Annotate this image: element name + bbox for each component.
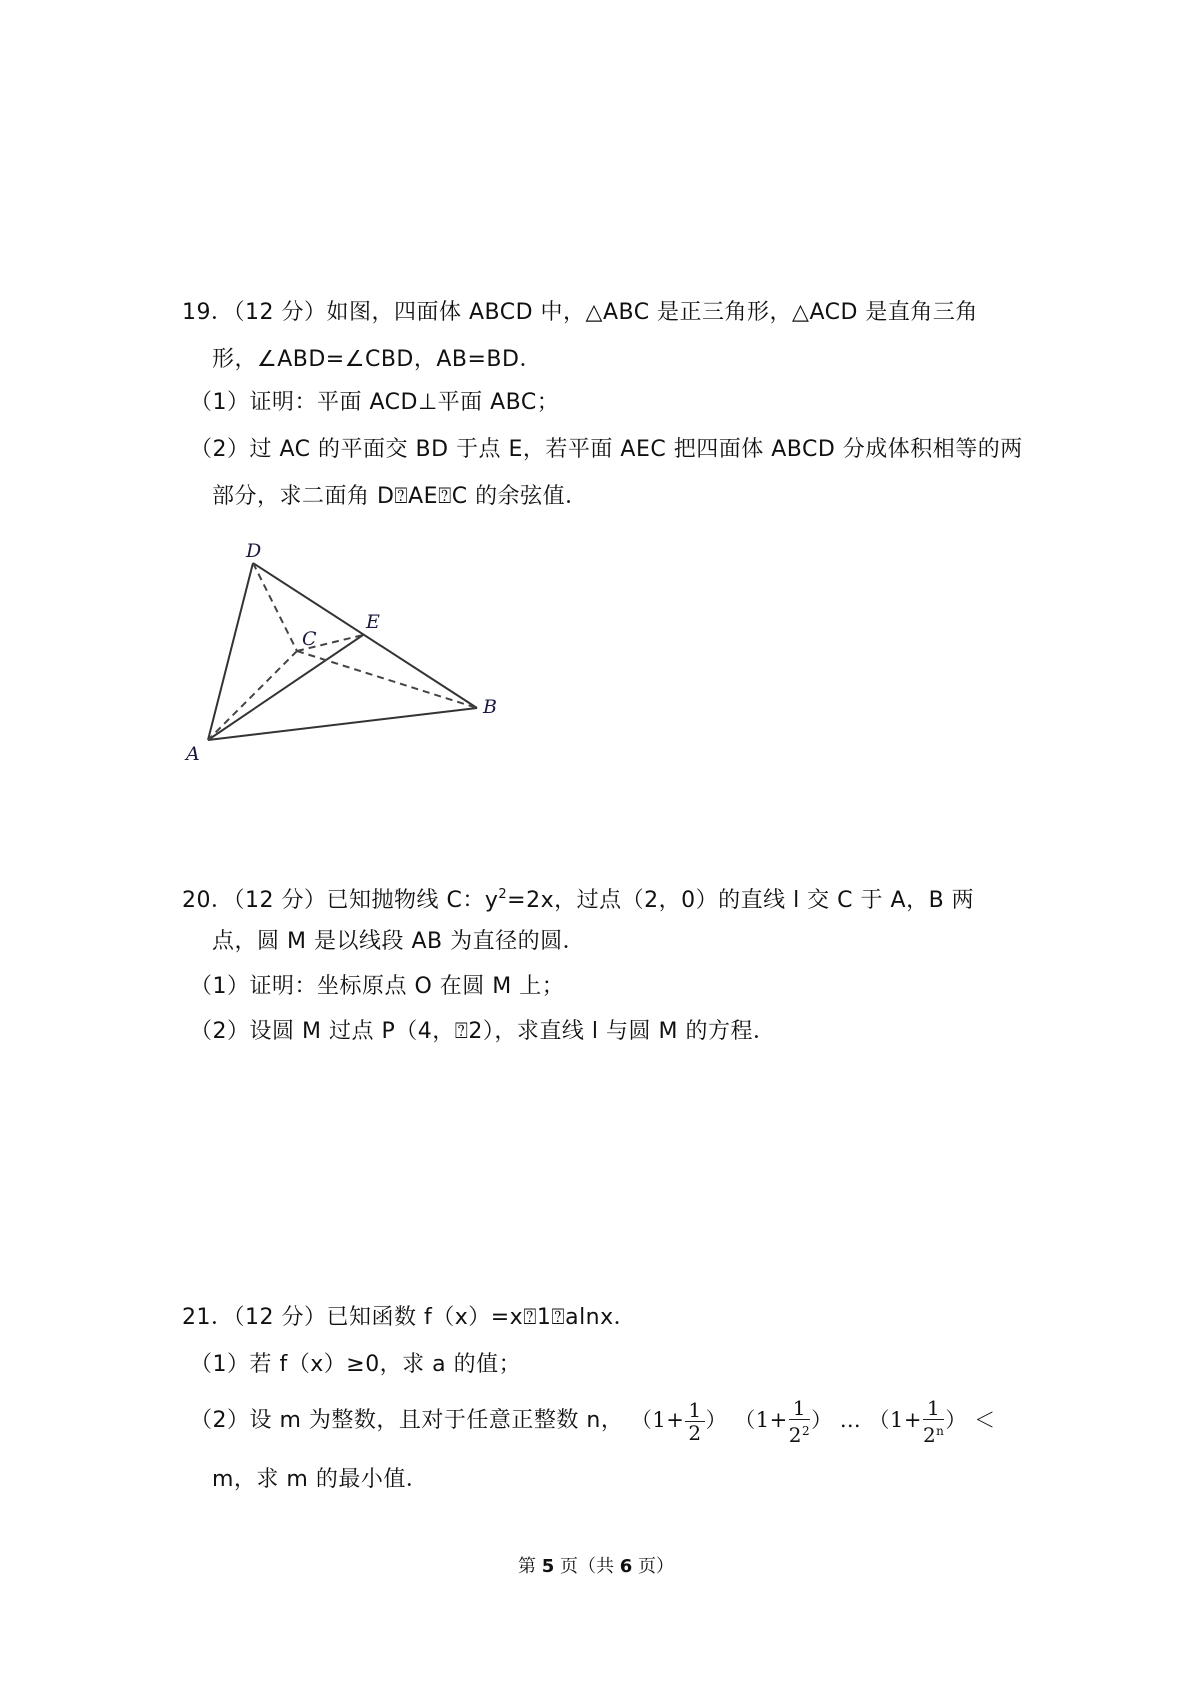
q20-line1-pre: 20．（12 分）已知抛物线 C：y [182, 888, 499, 913]
expr-ellipsis: … [839, 1408, 862, 1432]
expr-less-than: ＜ [974, 1408, 996, 1432]
expr-open-2: （1+ [734, 1408, 788, 1432]
fraction-1-over-2-squared [789, 1397, 810, 1446]
footer-post: 页） [632, 1556, 674, 1577]
q19-stem-line2: 形，∠ABD=∠CBD，AB=BD． [212, 347, 542, 372]
label-E: E [366, 611, 380, 633]
page-number: 5 [541, 1556, 555, 1577]
q20-stem-line1 [182, 880, 974, 916]
expr-close-1: ） [705, 1408, 728, 1432]
frac3-exp: n [936, 1424, 945, 1438]
page-footer [0, 1552, 1192, 1578]
q19-part1: （1）证明：平面 ACD⊥平面 ABC； [190, 390, 560, 415]
frac2-den [789, 1420, 810, 1446]
q21-part2-line2: m，求 m 的最小值． [212, 1467, 429, 1492]
expr-close-2: ） [811, 1408, 833, 1432]
q21-product-expression [630, 1396, 996, 1447]
q19-part2-line1: （2）过 AC 的平面交 BD 于点 E，若平面 AEC 把四面体 ABCD 分成体积相等的两 [190, 437, 1023, 462]
q21-part1: （1）若 f（x）≥0，求 a 的值； [190, 1352, 522, 1377]
fraction-1-over-2 [685, 1399, 704, 1444]
frac1-den: 2 [688, 1421, 702, 1445]
frac2-base: 2 [788, 1423, 802, 1447]
edge-CB-hidden [297, 651, 477, 708]
footer-mid: 页（共 [554, 1556, 620, 1577]
label-A: A [186, 743, 200, 765]
footer-pre: 第 [518, 1556, 542, 1577]
frac1-num: 1 [685, 1399, 704, 1422]
q21-part2-text: （2）设 m 为整数，且对于任意正整数 n， [190, 1408, 624, 1433]
q19-stem-line1: 19．（12 分）如图，四面体 ABCD 中，△ABC 是正三角形，△ACD 是直角三角 [182, 300, 978, 325]
frac3-base: 2 [922, 1423, 937, 1447]
label-C: C [302, 628, 317, 650]
q20-line1-post: =2x，过点（2，0）的直线 l 交 C 于 A，B 两 [507, 888, 975, 913]
frac2-exp: 2 [801, 1424, 811, 1438]
label-D: D [246, 540, 262, 562]
q21-part2-line1 [190, 1397, 996, 1446]
label-B: B [483, 696, 497, 718]
frac3-den [923, 1420, 944, 1446]
total-pages: 6 [619, 1556, 633, 1577]
expr-close-3: ） [945, 1408, 967, 1432]
q20-stem-line2: 点，圆 M 是以线段 AB 为直径的圆． [212, 929, 586, 954]
expr-open-3: （1+ [868, 1408, 922, 1432]
edge-CA-hidden [208, 651, 297, 740]
fraction-1-over-2-n [923, 1397, 944, 1446]
q20-part2: （2）设圆 M 过点 P（4，⍰2），求直线 l 与圆 M 的方程． [190, 1019, 776, 1044]
frac3-num: 1 [923, 1397, 944, 1420]
tetrahedron-figure [0, 0, 1200, 800]
expr-open-1: （1+ [630, 1408, 685, 1432]
q21-stem: 21．（12 分）已知函数 f（x）=x⍰1⍰alnx． [182, 1305, 637, 1330]
frac2-num: 1 [789, 1397, 810, 1420]
q19-part2-line2: 部分，求二面角 D⍰AE⍰C 的余弦值． [212, 484, 588, 509]
q20-part1: （1）证明：坐标原点 O 在圆 M 上； [190, 974, 565, 999]
q20-exponent: 2 [498, 887, 508, 902]
